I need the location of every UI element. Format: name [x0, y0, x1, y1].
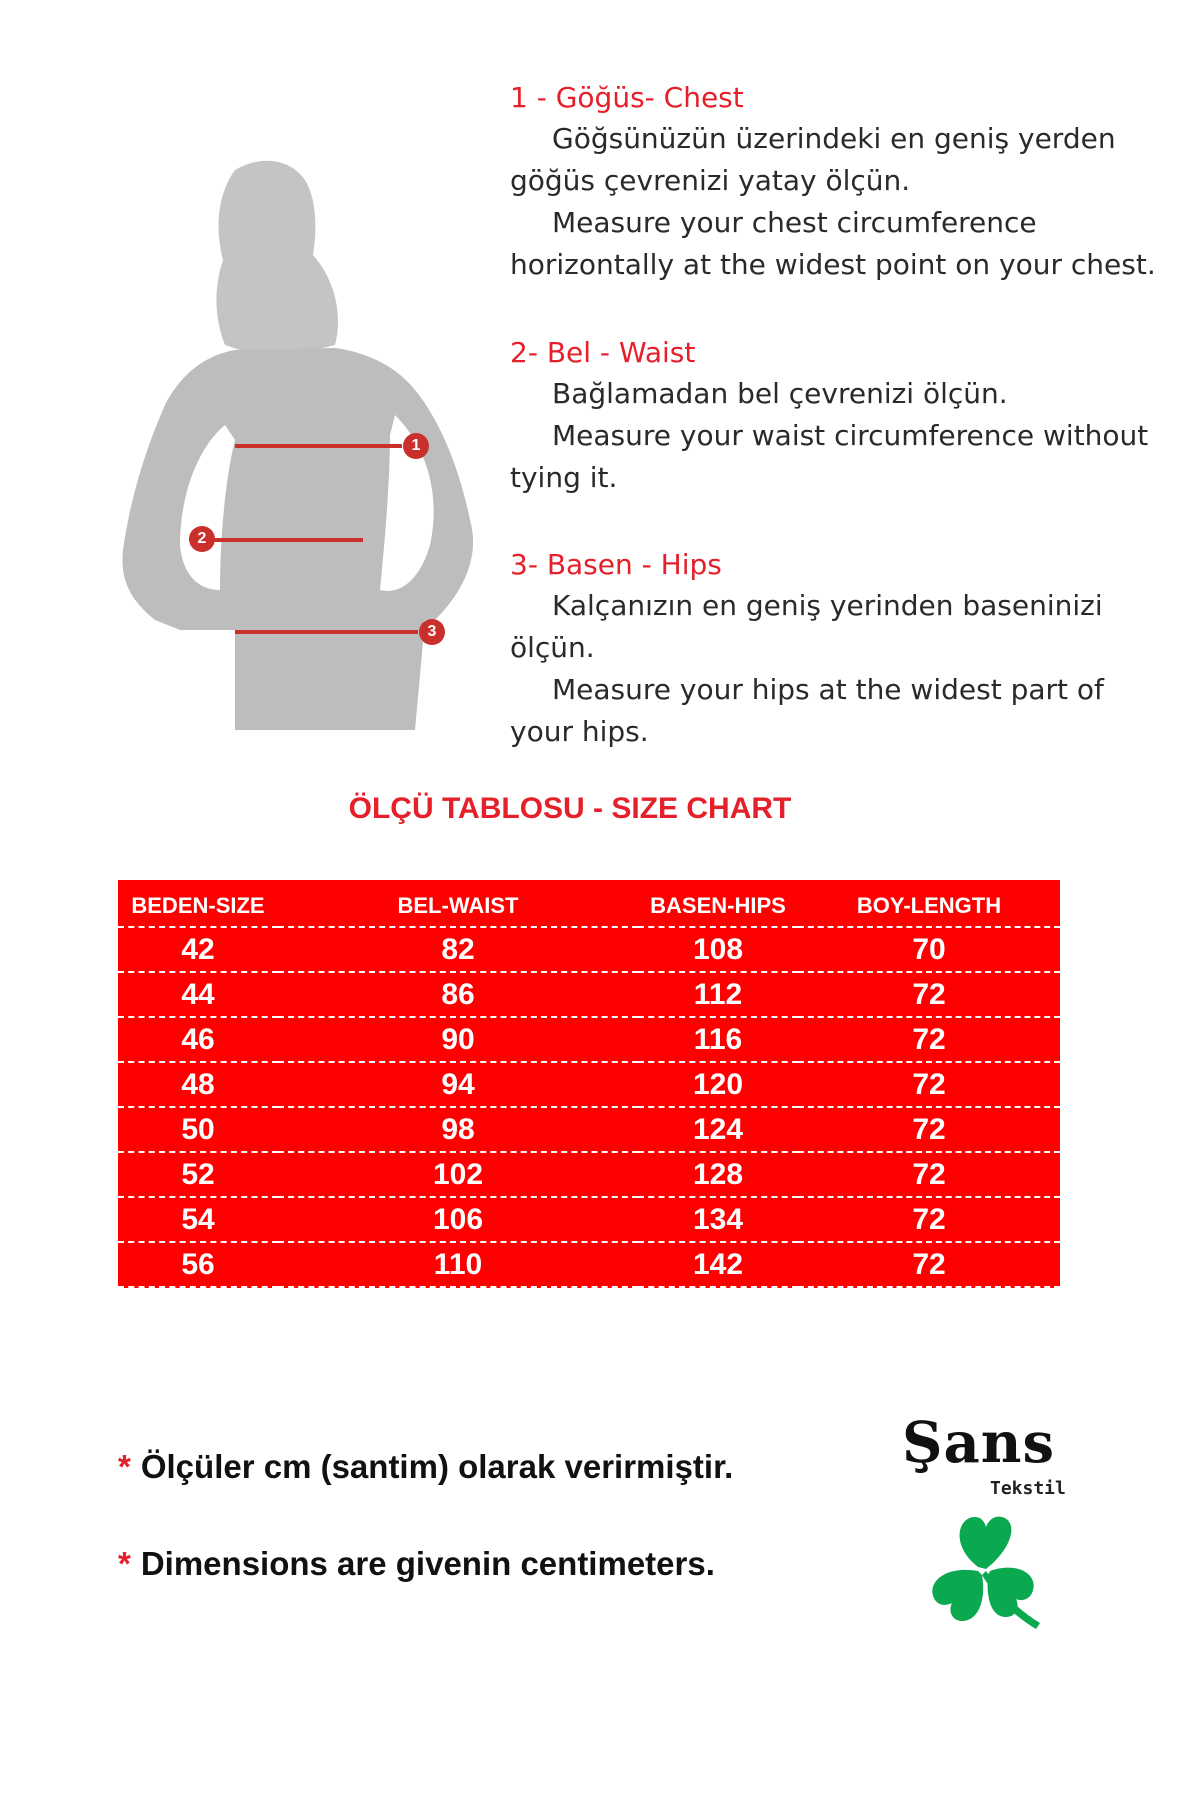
clover-icon [890, 1505, 1080, 1635]
logo-subtitle: Tekstil [990, 1478, 1066, 1499]
column-header: BEDEN-SIZE [131, 893, 265, 918]
table-cell: 44 [118, 972, 278, 1017]
table-cell: 106 [278, 1197, 638, 1242]
table-cell: 52 [118, 1152, 278, 1197]
logo-wordmark: Şans [902, 1410, 1055, 1476]
table-cell: 70 [798, 927, 1060, 972]
instruction-title: 3- Basen - Hips [510, 548, 722, 581]
table-cell: 98 [278, 1107, 638, 1152]
table-row [118, 1197, 1060, 1242]
table-cell: 90 [278, 1017, 638, 1062]
size-chart-table [118, 880, 1060, 1288]
table-cell: 72 [798, 1017, 1060, 1062]
table-row [118, 927, 1060, 972]
marker-chest: 1 [403, 433, 429, 459]
instruction-hips [510, 545, 1160, 753]
table-cell: 102 [278, 1152, 638, 1197]
instruction-text-tr: Göğsünüzün üzerindeki en geniş yerden göğüs çevrenizi yatay ölçün. [510, 122, 1116, 197]
body-silhouette-figure [85, 150, 485, 730]
table-header-row [118, 880, 1060, 927]
table-cell: 72 [798, 1197, 1060, 1242]
note-units-tr [118, 1448, 733, 1486]
table-cell: 112 [638, 972, 798, 1017]
instruction-text-en: Measure your waist circumference without tying it. [510, 419, 1149, 494]
table-cell: 128 [638, 1152, 798, 1197]
instruction-title: 1 - Göğüs- Chest [510, 81, 744, 114]
table-cell: 120 [638, 1062, 798, 1107]
table-cell: 116 [638, 1017, 798, 1062]
table-cell: 134 [638, 1197, 798, 1242]
table-cell: 142 [638, 1242, 798, 1287]
table-cell: 82 [278, 927, 638, 972]
instruction-text-tr: Bağlamadan bel çevrenizi ölçün. [552, 377, 1008, 410]
instruction-text-en: Measure your hips at the widest part of your hips. [510, 673, 1104, 748]
table-cell: 72 [798, 1062, 1060, 1107]
table-row [118, 1152, 1060, 1197]
note-units-en [118, 1545, 715, 1583]
instruction-title: 2- Bel - Waist [510, 336, 696, 369]
note-text: Dimensions are givenin centimeters. [140, 1545, 715, 1582]
table-row [118, 1242, 1060, 1287]
table-cell: 110 [278, 1242, 638, 1287]
table-cell: 108 [638, 927, 798, 972]
table-row [118, 1017, 1060, 1062]
instruction-text-en: Measure your chest circumference horizontally at the widest point on your chest. [510, 206, 1156, 281]
table-cell: 72 [798, 1242, 1060, 1287]
column-header: BEL-WAIST [397, 893, 519, 918]
table-cell: 48 [118, 1062, 278, 1107]
brand-logo [890, 1410, 1090, 1630]
instruction-chest [510, 78, 1160, 286]
column-header: BASEN-HIPS [650, 893, 786, 918]
table-cell: 46 [118, 1017, 278, 1062]
table-cell: 42 [118, 927, 278, 972]
asterisk-icon: * [118, 1545, 131, 1582]
size-chart-title: ÖLÇÜ TABLOSU - SIZE CHART [348, 792, 792, 825]
table-row [118, 1107, 1060, 1152]
marker-waist: 2 [189, 526, 215, 552]
asterisk-icon: * [118, 1448, 131, 1485]
instruction-text-tr: Kalçanızın en geniş yerinden baseninizi ölçün. [510, 589, 1103, 664]
column-header: BOY-LENGTH [856, 893, 1002, 918]
note-text: Ölçüler cm (santim) olarak verirmiştir. [140, 1448, 734, 1485]
table-row [118, 972, 1060, 1017]
table-row [118, 1062, 1060, 1107]
table-cell: 50 [118, 1107, 278, 1152]
table-cell: 54 [118, 1197, 278, 1242]
marker-hips: 3 [419, 619, 445, 645]
table-cell: 72 [798, 1152, 1060, 1197]
instruction-waist [510, 333, 1160, 499]
table-cell: 56 [118, 1242, 278, 1287]
table-cell: 124 [638, 1107, 798, 1152]
table-cell: 86 [278, 972, 638, 1017]
table-cell: 72 [798, 1107, 1060, 1152]
table-cell: 94 [278, 1062, 638, 1107]
table-cell: 72 [798, 972, 1060, 1017]
